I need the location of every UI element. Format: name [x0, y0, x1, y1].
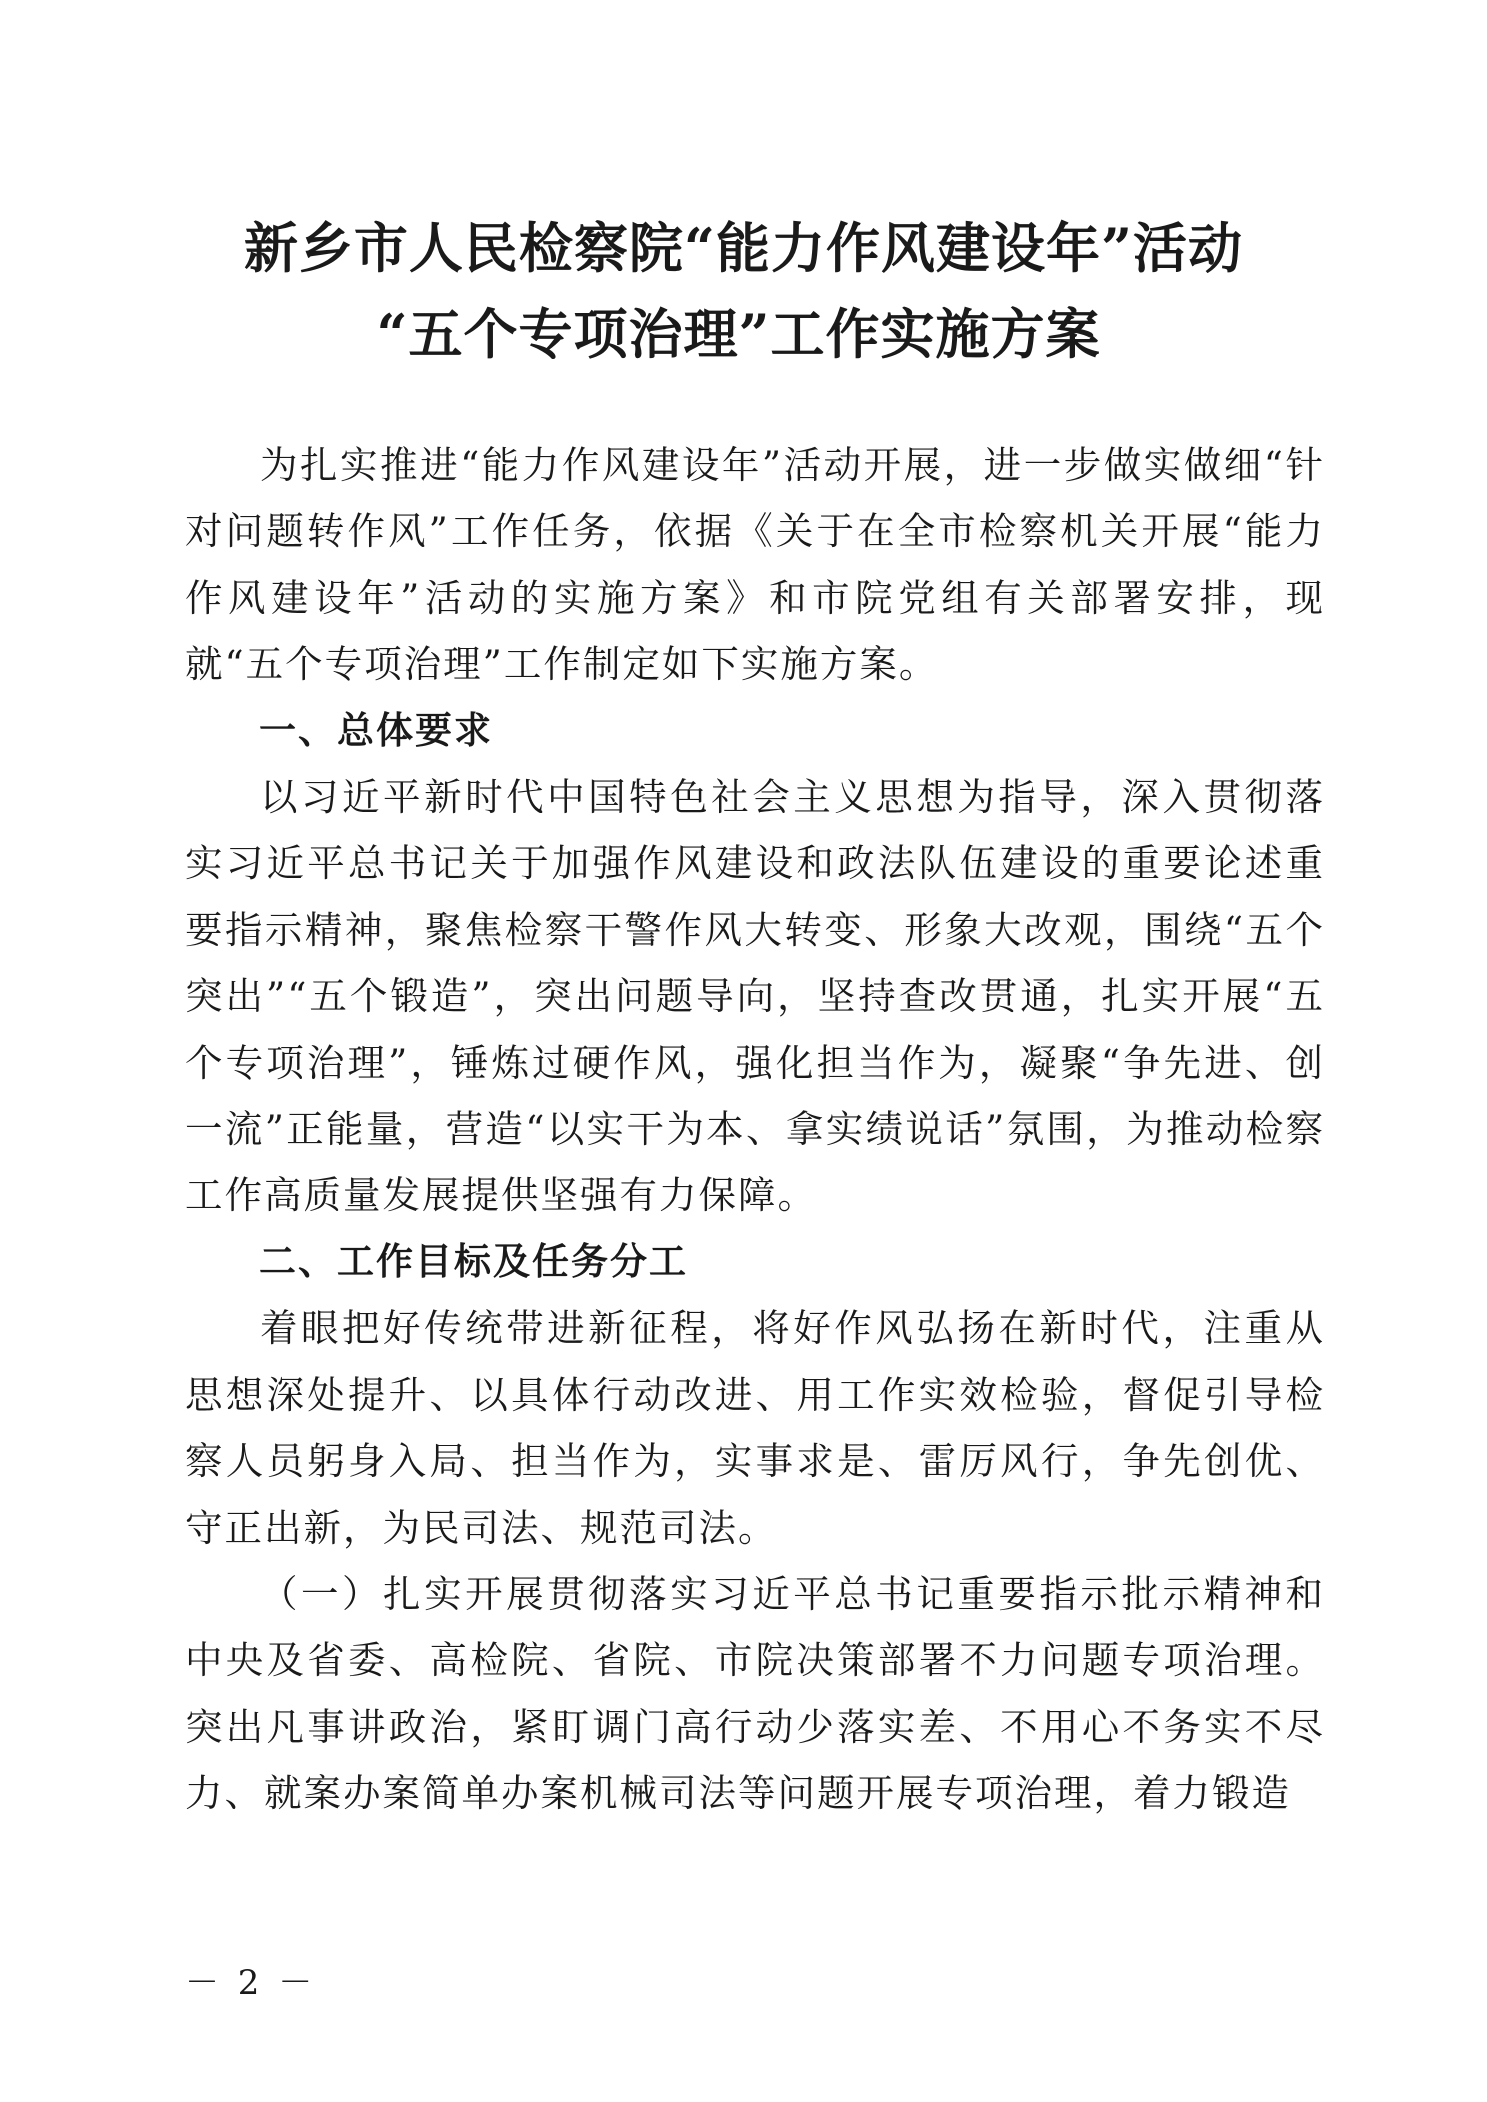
- document-title: [0, 205, 1487, 377]
- page-number: － 2 －: [185, 1963, 317, 2003]
- subsection-1-paragraph: （一）扎实开展贯彻落实习近平总书记重要指示批示精神和中央及省委、高检院、省院、市院决策部署不力问题专项治理。突出凡事讲政治，紧盯调门高行动少落实差、不用心不务实不尽力、就案办案简单办案机械司法等问题开展专项治理，着力锻造: [185, 1571, 1325, 1816]
- section-1-paragraph: 以习近平新时代中国特色社会主义思想为指导，深入贯彻落实习近平总书记关于加强作风建设和政法队伍建设的重要论述重要指示精神，聚焦检察干警作风大转变、形象大改观，围绕“五个突出”“五个锻造”，突出问题导向，坚持查改贯通，扎实开展“五个专项治理”，锤炼过硬作风，强化担当作为，凝聚“争先进、创一流”正能量，营造“以实干为本、拿实绩说话”氛围，为推动检察工作高质量发展提供坚强有力保障。: [185, 775, 1325, 1218]
- title-line-1: 新乡市人民检察院“能力作风建设年”活动: [243, 216, 1244, 280]
- document-body: [185, 432, 1325, 1827]
- intro-paragraph: 为扎实推进“能力作风建设年”活动开展，进一步做实做细“针对问题转作风”工作任务，依据《关于在全市检察机关开展“能力作风建设年”活动的实施方案》和市院党组有关部署安排，现就“五个专项治理”工作制定如下实施方案。: [185, 443, 1325, 687]
- section-heading-2: 二、工作目标及任务分工: [259, 1239, 688, 1283]
- section-heading-1: 一、总体要求: [259, 708, 493, 752]
- section-2-paragraph: 着眼把好传统带进新征程，将好作风弘扬在新时代，注重从思想深处提升、以具体行动改进、用工作实效检验，督促引导检察人员躬身入局、担当作为，实事求是、雷厉风行，争先创优、守正出新，为民司法、规范司法。: [185, 1306, 1325, 1550]
- title-line-2: “五个专项治理”工作实施方案: [376, 302, 1101, 366]
